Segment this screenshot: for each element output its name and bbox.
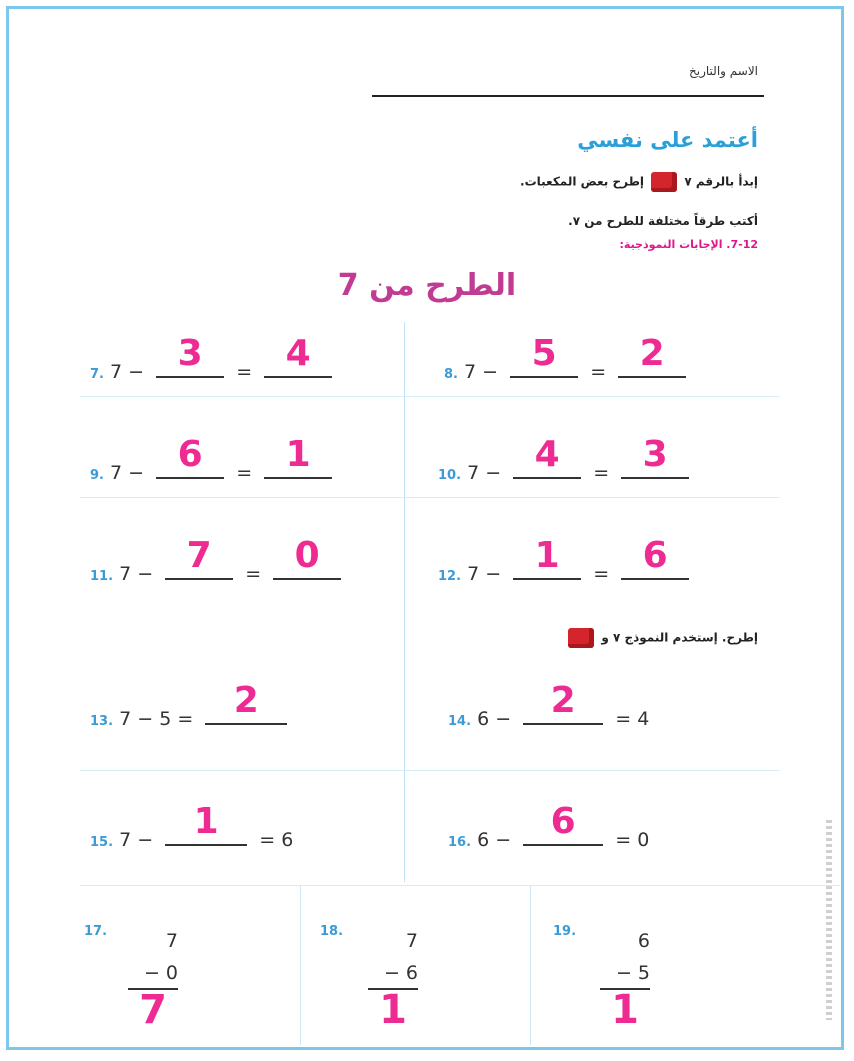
minus-sign: − (137, 829, 154, 851)
equals-sign: = (593, 462, 610, 484)
section-heading: أعتمد على نفسي (577, 128, 758, 152)
equals-sign: = (236, 462, 253, 484)
problem-13 (90, 680, 293, 730)
copyright-margin-text (826, 820, 832, 1020)
problem-7 (90, 333, 338, 383)
problem-17 (128, 930, 178, 1033)
problem-number: 17. (84, 924, 108, 939)
minuend: 7 (119, 563, 132, 585)
handwritten-answer: 3 (177, 333, 203, 374)
equals-sign: = (615, 829, 632, 851)
handwritten-answer: 6 (550, 801, 576, 842)
handwritten-answer: 2 (639, 333, 665, 374)
difference: 6 (281, 829, 294, 851)
problem-14 (448, 680, 650, 730)
red-cube-icon (651, 172, 677, 192)
problem-number: 13. (90, 714, 114, 729)
minuend: 6 (477, 829, 490, 851)
answer-blank[interactable] (156, 333, 224, 378)
answer-blank[interactable] (165, 801, 247, 846)
row-divider (80, 770, 780, 771)
instruction-2: أكتب طرقاً مختلفة للطرح من ٧. (568, 214, 758, 228)
problem-10 (438, 434, 695, 484)
subtraction-subtitle: الطرح من 7 (337, 268, 517, 303)
problem-number: 12. (438, 569, 462, 584)
minuend: 7 (119, 708, 132, 730)
answer-blank[interactable] (513, 535, 581, 580)
subtrahend: 5 (159, 708, 172, 730)
answer-blank[interactable] (510, 333, 578, 378)
handwritten-answer: 1 (193, 801, 219, 842)
column-divider (530, 885, 531, 1045)
equals-sign: = (245, 563, 262, 585)
handwritten-answer[interactable]: 1 (611, 987, 639, 1033)
difference: 0 (637, 829, 650, 851)
handwritten-answer: 1 (285, 434, 311, 475)
problem-15 (90, 801, 294, 851)
answer-blank[interactable] (205, 680, 287, 725)
row-divider (80, 396, 780, 397)
answer-blank[interactable] (264, 333, 332, 378)
row-divider (80, 885, 840, 886)
minuend: 7 (110, 361, 123, 383)
answer-blank[interactable] (264, 434, 332, 479)
minuend: 7 (110, 462, 123, 484)
equals-sign: = (590, 361, 607, 383)
instruction-1-start: إبدأ بالرقم ٧ (684, 174, 758, 189)
handwritten-answer: 1 (534, 535, 560, 576)
column-divider (404, 322, 405, 882)
problem-number: 11. (90, 569, 114, 584)
top-number: 7 (405, 930, 418, 952)
answer-blank[interactable] (273, 535, 341, 580)
difference: 4 (637, 708, 650, 730)
minus-sign: − (485, 462, 502, 484)
handwritten-answer: 2 (233, 680, 259, 721)
name-date-label: الاسم والتاريخ (689, 64, 758, 78)
instruction-1-end: إطرح بعض المكعبات. (520, 174, 645, 189)
problem-8 (444, 333, 692, 383)
problem-16 (448, 801, 650, 851)
problem-number: 15. (90, 835, 114, 850)
answer-blank[interactable] (618, 333, 686, 378)
minus-sign: − (495, 708, 512, 730)
equals-sign: = (593, 563, 610, 585)
bottom-number: 0 (165, 962, 178, 984)
handwritten-answer[interactable]: 1 (379, 987, 407, 1033)
minus-sign: − (383, 962, 400, 984)
equals-sign: = (615, 708, 632, 730)
subtract-instruction-text: إطرح. إستخدم النموذج ٧ و (601, 630, 758, 645)
problem-number: 14. (448, 714, 472, 729)
handwritten-answer: 6 (642, 535, 668, 576)
equals-sign: = (177, 708, 194, 730)
problem-9 (90, 434, 338, 484)
name-date-line (372, 95, 764, 97)
answer-blank[interactable] (513, 434, 581, 479)
problem-number: 10. (438, 468, 462, 483)
subtract-instruction (565, 628, 758, 648)
column-divider (300, 885, 301, 1045)
red-cube-icon (568, 628, 594, 648)
problem-18 (368, 930, 418, 1033)
handwritten-answer: 2 (550, 680, 576, 721)
minus-sign: − (128, 462, 145, 484)
top-number: 6 (637, 930, 650, 952)
minus-sign: − (137, 708, 154, 730)
minuend: 7 (464, 361, 477, 383)
problem-12 (438, 535, 695, 585)
row-divider (80, 497, 780, 498)
equals-sign: = (236, 361, 253, 383)
minus-sign: − (482, 361, 499, 383)
problem-11 (90, 535, 347, 585)
answer-blank[interactable] (523, 680, 603, 725)
page-border (6, 6, 844, 1050)
problem-number: 18. (320, 924, 344, 939)
problem-number: 8. (444, 367, 458, 382)
minus-sign: − (128, 361, 145, 383)
instruction-1 (520, 172, 758, 192)
minuend: 6 (477, 708, 490, 730)
answer-blank[interactable] (621, 535, 689, 580)
handwritten-answer: 0 (294, 535, 320, 576)
answer-blank[interactable] (165, 535, 233, 580)
handwritten-answer: 3 (642, 434, 668, 475)
handwritten-answer[interactable]: 7 (139, 987, 167, 1033)
bottom-number: 6 (405, 962, 418, 984)
answer-blank[interactable] (156, 434, 224, 479)
equals-sign: = (259, 829, 276, 851)
minus-sign: − (137, 563, 154, 585)
handwritten-answer: 7 (186, 535, 212, 576)
top-number: 7 (165, 930, 178, 952)
handwritten-answer: 6 (177, 434, 203, 475)
problem-19 (600, 930, 650, 1033)
handwritten-answer: 5 (531, 333, 557, 374)
minus-sign: − (615, 962, 632, 984)
problem-number: 9. (90, 468, 104, 483)
answer-blank[interactable] (523, 801, 603, 846)
minus-sign: − (495, 829, 512, 851)
problem-number: 7. (90, 367, 104, 382)
answer-blank[interactable] (621, 434, 689, 479)
minus-sign: − (143, 962, 160, 984)
model-answers-note: 7-12. الإجابات النموذجية: (619, 238, 758, 251)
handwritten-answer: 4 (285, 333, 311, 374)
minuend: 7 (467, 462, 480, 484)
problem-number: 16. (448, 835, 472, 850)
minuend: 7 (119, 829, 132, 851)
problem-number: 19. (553, 924, 577, 939)
minuend: 7 (467, 563, 480, 585)
minus-sign: − (485, 563, 502, 585)
bottom-number: 5 (637, 962, 650, 984)
handwritten-answer: 4 (534, 434, 560, 475)
